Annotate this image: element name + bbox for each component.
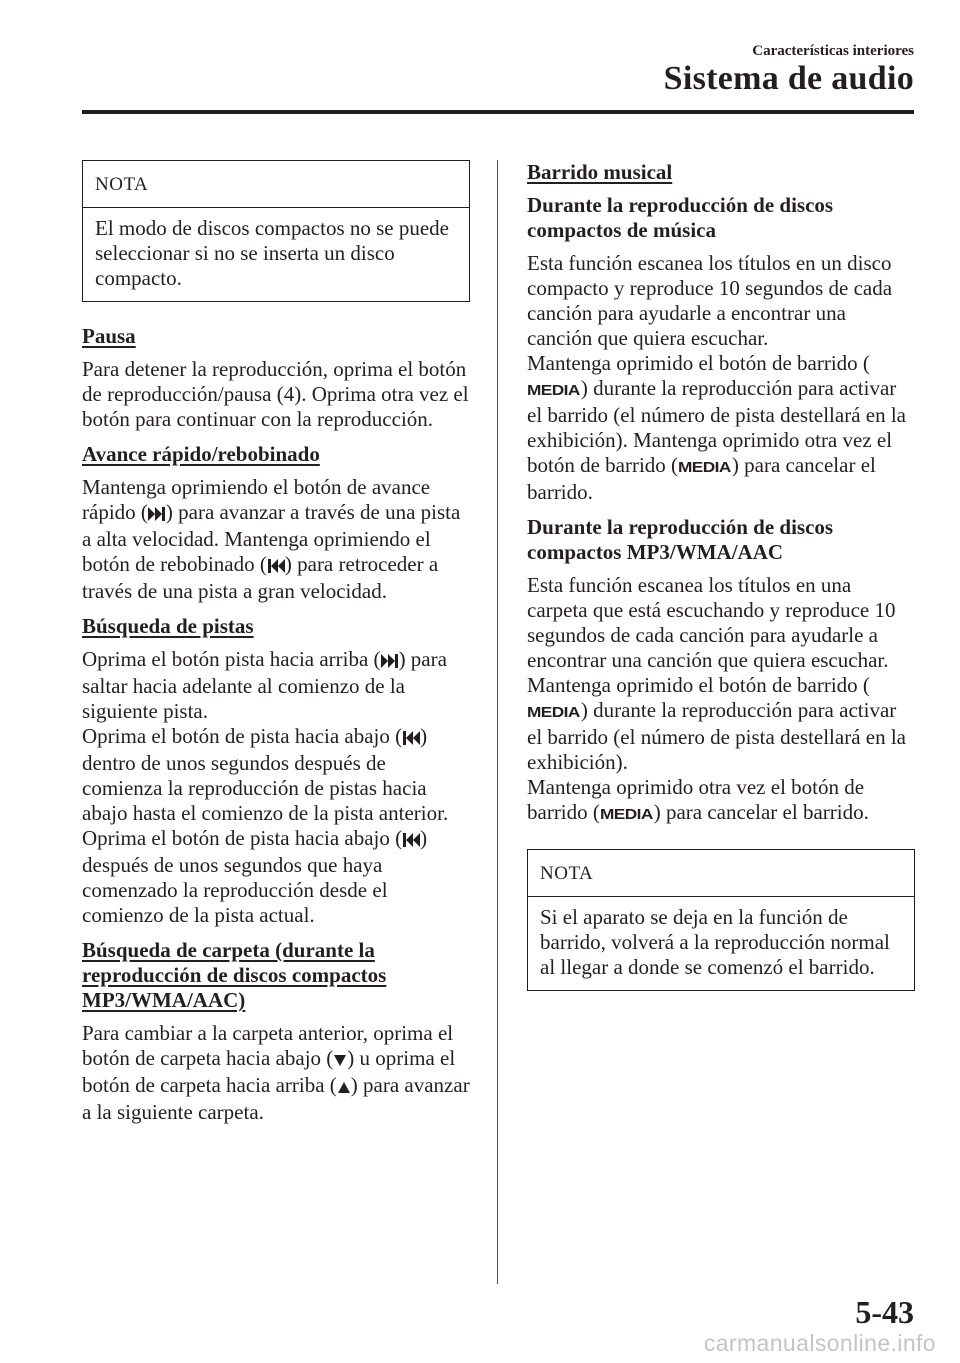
sub-heading-cd-musica: Durante la reproducción de discos compactos de música (527, 193, 834, 242)
section-heading-busqueda: Búsqueda de pistas (82, 614, 254, 638)
sub-heading-mp3: Durante la reproducción de discos compactos MP3/WMA/AAC (527, 515, 834, 564)
folder-down-icon (333, 1048, 347, 1073)
section-heading-carpeta: Búsqueda de carpeta (durante la reproducción de discos compactos MP3/WMA/AAC) (82, 938, 387, 1012)
media-button-icon: MEDIA (599, 806, 653, 823)
paragraph-busqueda: Oprima el botón pista hacia arriba ( ) para saltar hacia adelante al comienzo de la siguiente pista. Oprima el botón de pista hacia abajo ( ) dentro de unos segundos después de comienza la reproducción de pistas hacia abajo hasta el comienzo de la pista anterior. Oprima el botón de pista hacia abajo ( ) después de unos segundos que haya comenzado la reproducción desde el comienzo de la pista actual. (82, 647, 453, 927)
note-title: NOTA (83, 161, 469, 208)
watermark: carmanualsonline.info (703, 1330, 936, 1356)
right-column (527, 160, 915, 991)
rewind-skip-icon (267, 554, 285, 579)
note-title: NOTA (528, 850, 914, 897)
section-heading-pausa: Pausa (82, 324, 136, 348)
media-button-icon: MEDIA (678, 459, 731, 476)
rewind-skip-icon (402, 828, 420, 853)
media-button-icon: MEDIA (527, 704, 580, 721)
page-title: Sistema de audio (663, 60, 914, 97)
header-rule (82, 110, 914, 114)
page-number: 5-43 (855, 1294, 914, 1330)
rewind-skip-icon (402, 726, 420, 751)
left-column (82, 160, 475, 1135)
paragraph-avance: Mantenga oprimiendo el botón de avance rápido ( ) para avanzar a través de una pista a alta velocidad. Mantenga oprimiendo el botón de rebobinado ( ) para retroceder a través de una pista a gran velocidad. (82, 475, 466, 603)
note-text: Si el aparato se deja en la función de barrido, volverá a la reproducción normal al llegar a donde se comenzó el barrido. (540, 905, 890, 979)
section-heading-barrido: Barrido musical (527, 160, 673, 184)
media-button-icon: MEDIA (527, 382, 580, 399)
section-heading-avance: Avance rápido/rebobinado (82, 442, 320, 466)
paragraph-carpeta: Para cambiar a la carpeta anterior, oprima el botón de carpeta hacia abajo ( ) u oprima el botón de carpeta hacia arriba ( ) para avanzar a la siguiente carpeta. (82, 1021, 475, 1124)
column-divider (497, 160, 498, 1284)
forward-skip-icon (148, 502, 166, 527)
paragraph-pausa: Para detener la reproducción, oprima el botón de reproducción/pausa (4). Oprima otra vez el botón para continuar con la reproducción. (82, 357, 469, 431)
header-subtitle: Características interiores (752, 43, 914, 59)
paragraph-barrido-cd: Esta función escanea los títulos en un disco compacto y reproduce 10 segundos de cada canción para ayudarle a encontrar una canción que quiera escuchar. Mantenga oprimido el botón de barrido (MEDIA) durante la reproducción para activar el barrido (el número de pista destellará en la exhibición). Mantenga oprimido otra vez el botón de barrido (MEDIA) para cancelar el barrido. (527, 251, 912, 504)
note-text: El modo de discos compactos no se puede seleccionar si no se inserta un disco compacto. (95, 216, 450, 290)
paragraph-barrido-mp3: Esta función escanea los títulos en una carpeta que está escuchando y reproduce 10 segundos de cada canción para ayudarle a encontrar una canción que quiera escuchar. Mantenga oprimido el botón de barrido (MEDIA) durante la reproducción para activar el barrido (el número de pista destellará en la exhibición). Mantenga oprimido otra vez el botón de barrido (MEDIA) para cancelar el barrido. (527, 573, 915, 827)
note-box-right (527, 849, 915, 991)
forward-skip-icon (381, 649, 399, 674)
note-box-left (82, 160, 470, 302)
folder-up-icon (337, 1075, 351, 1100)
